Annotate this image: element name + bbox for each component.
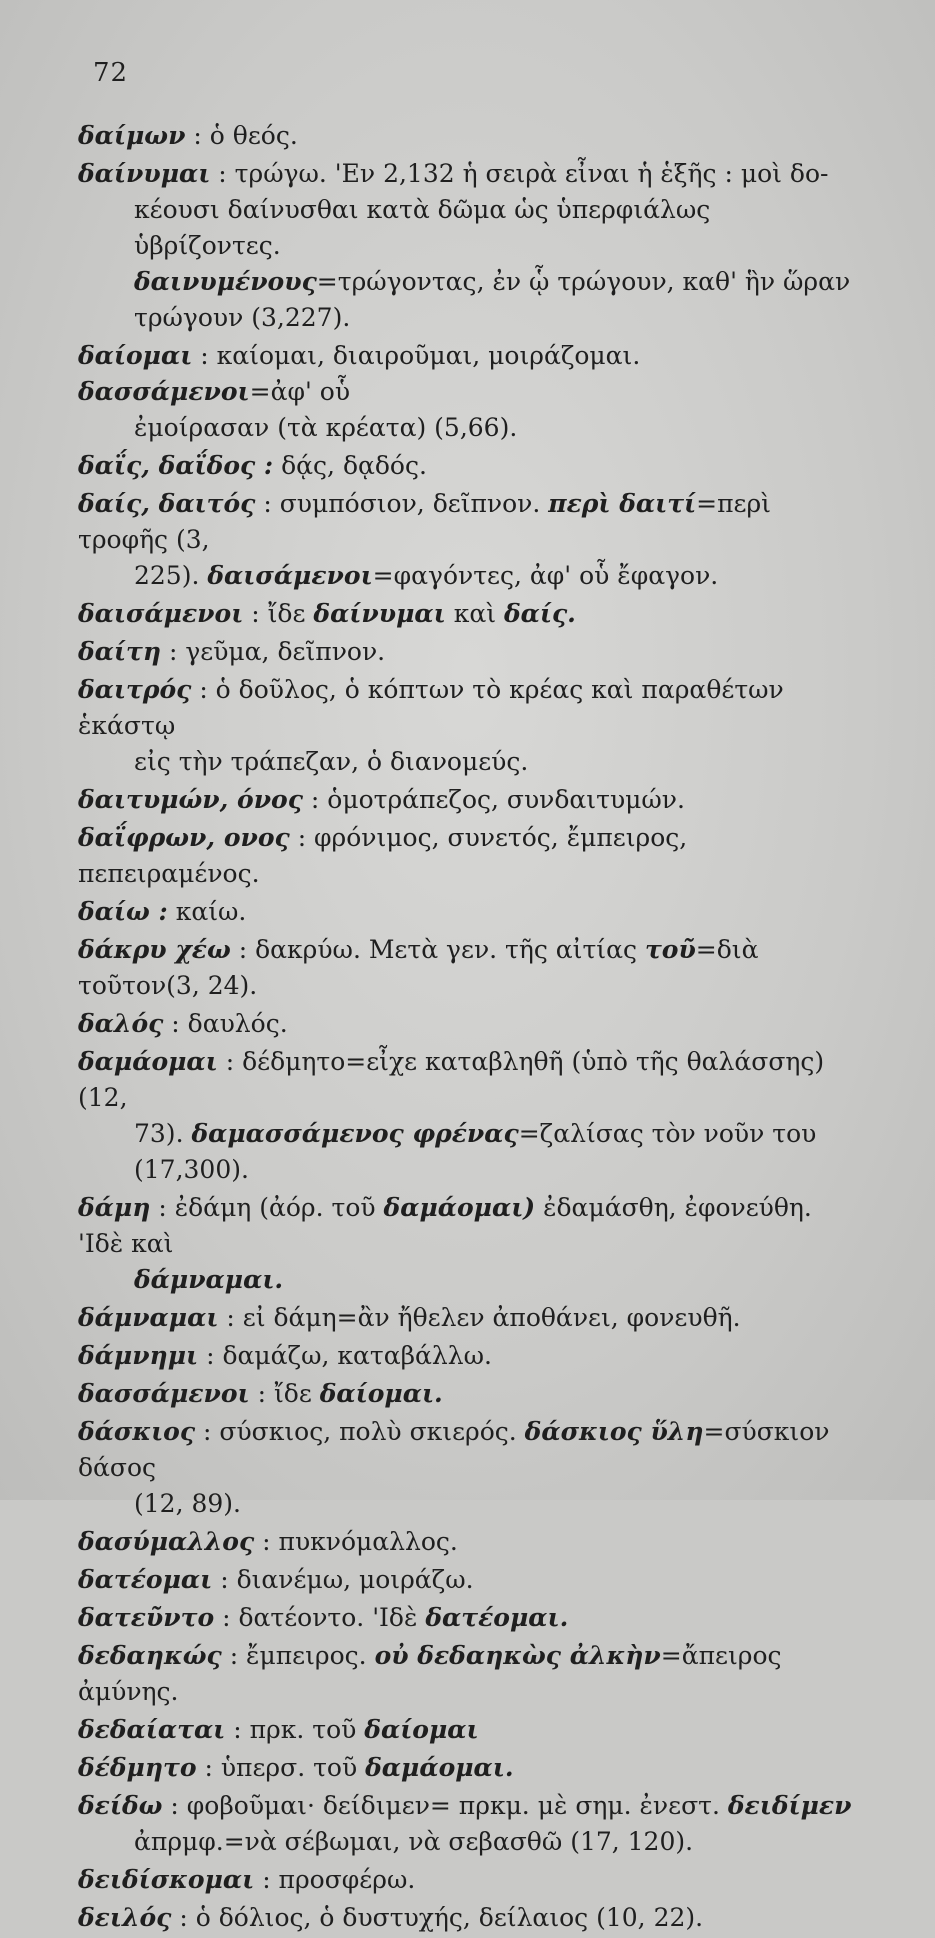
entry-definition: δᾴς, δᾳδός. (281, 451, 427, 480)
dictionary-entry (78, 486, 858, 594)
dictionary-entry (78, 782, 858, 818)
entry-definition: =ζαλίσας τὸν νοῦν του (17,300). (134, 1119, 817, 1184)
dictionary-entry (78, 672, 858, 780)
entry-headword: δασύμαλλος (78, 1527, 255, 1556)
entry-headword: δαίτη (78, 637, 162, 666)
entry-definition: : ὑπερσ. τοῦ (204, 1753, 358, 1782)
entry-continuation (78, 264, 858, 300)
entry-definition: : δαυλός. (171, 1009, 288, 1038)
dictionary-entry (78, 932, 858, 1004)
entry-definition: : εἰ δάμη=ἂν ἤθελεν ἀποθάνει, φονευθῆ. (226, 1303, 741, 1332)
entry-citation: δαίς. (503, 599, 576, 628)
entry-headword: δαίομαι (78, 341, 193, 370)
entry-citation: δαίομαι (364, 1715, 479, 1744)
entry-citation: δαμάομαι) (383, 1193, 536, 1222)
dictionary-entry (78, 1600, 858, 1636)
entry-definition: ἀπρμφ.=νὰ σέβωμαι, νὰ σεβασθῶ (17, 120). (134, 1827, 694, 1856)
dictionary-entry (78, 448, 858, 484)
entry-definition: : δατέοντο. 'Ιδὲ (222, 1603, 418, 1632)
entry-citation: δαίομαι. (319, 1379, 443, 1408)
entry-headword: δατέομαι (78, 1565, 213, 1594)
entry-definition: : σύσκιος, πολὺ σκιερός. (203, 1417, 517, 1446)
entry-definition: : πυκνόμαλλος. (262, 1527, 458, 1556)
entry-continuation (78, 1116, 858, 1188)
entry-continuation (78, 1262, 858, 1298)
dictionary-entry (78, 1376, 858, 1412)
entry-continuation (78, 558, 858, 594)
dictionary-entry (78, 634, 858, 670)
entry-citation: δειδίμεν (727, 1791, 852, 1820)
entry-definition: : δακρύω. Μετὰ γεν. τῆς αἰτίας (238, 935, 637, 964)
entry-definition: : ἴδε (257, 1379, 312, 1408)
entry-continuation (78, 192, 858, 264)
entry-definition: : καίομαι, διαιροῦμαι, μοιράζομαι. (200, 341, 641, 370)
entry-headword: δαμάομαι (78, 1047, 218, 1076)
entry-continuation (78, 744, 858, 780)
page-number: 72 (93, 58, 129, 88)
dictionary-entry (78, 1562, 858, 1598)
entry-definition: : ὁ θεός. (193, 121, 298, 150)
entry-definition: : δαμάζω, καταβάλλω. (206, 1341, 492, 1370)
entry-headword: δεδαηκώς (78, 1641, 222, 1670)
dictionary-entry (78, 1712, 858, 1748)
entry-definition: : φρόνιμος, συνετός, ἔμπειρος, πεπειραμένος. (78, 823, 688, 888)
entry-definition: : ἔμπειρος. (229, 1641, 367, 1670)
entry-definition: ἐμοίρασαν (τὰ κρέατα) (5,66). (134, 413, 518, 442)
entry-headword: δάμη (78, 1193, 151, 1222)
entry-citation: τοῦ (644, 935, 696, 964)
entry-definition: : ἴδε (251, 599, 306, 628)
entry-definition: =σύσκιον δάσος (78, 1417, 830, 1482)
entry-headword: δείδω (78, 1791, 163, 1820)
dictionary-entry (78, 596, 858, 632)
entry-definition: =διὰ τοῦτον(3, 24). (78, 935, 759, 1000)
dictionary-entry (78, 1900, 858, 1936)
entry-definition: : συμπόσιον, δεῖπνον. (263, 489, 541, 518)
entry-headword: δέδμητο (78, 1753, 197, 1782)
entry-headword: δαιτρός (78, 675, 192, 704)
entry-citation: δαινυμένους (134, 267, 317, 296)
dictionary-entry (78, 156, 858, 336)
entry-definition: =ἀφ' οὗ (249, 377, 351, 406)
entry-definition: : ὁ δόλιος, ὁ δυστυχής, δείλαιος (10, 22). (179, 1903, 704, 1932)
entry-definition: : ἐδάμη (ἀόρ. τοῦ (158, 1193, 376, 1222)
entry-headword: δειδίσκομαι (78, 1865, 255, 1894)
entry-definition: 73). (134, 1119, 184, 1148)
entry-definition: (12, 89). (134, 1489, 241, 1518)
entry-citation: δατέομαι. (425, 1603, 569, 1632)
entry-headword: δαλός (78, 1009, 164, 1038)
entry-definition: =τρώγοντας, ἐν ᾧ τρώγουν, καθ' ἣν ὥραν (316, 267, 851, 296)
entry-definition: : γεῦμα, δεῖπνον. (168, 637, 386, 666)
entry-headword: δαιτυμών, όνος (78, 785, 303, 814)
dictionary-entry (78, 1788, 858, 1860)
entry-citation: δασσάμενοι (78, 377, 250, 406)
entry-definition: : πρκ. τοῦ (233, 1715, 357, 1744)
entry-citation: δαμάομαι. (365, 1753, 514, 1782)
entry-citation: περὶ δαιτί (548, 489, 697, 518)
entry-headword: δαίς, δαιτός (78, 489, 256, 518)
entry-headword: δάσκιος (78, 1417, 196, 1446)
dictionary-entry (78, 118, 858, 154)
dictionary-entry (78, 1006, 858, 1042)
entry-headword: δάκρυ χέω (78, 935, 231, 964)
dictionary-entry (78, 1338, 858, 1374)
entry-headword: δαίνυμαι (78, 159, 211, 188)
entry-definition: : δέδμητο=εἶχε καταβληθῆ (ὑπὸ τῆς θαλάσσης) (12, (78, 1047, 825, 1112)
entry-definition: =φαγόντες, ἀφ' οὗ ἔφαγον. (372, 561, 719, 590)
dictionary-entry (78, 894, 858, 930)
dictionary-entry (78, 338, 858, 446)
entry-definition: =περὶ τροφῆς (3, (78, 489, 771, 554)
dictionary-entries (78, 118, 858, 1938)
entry-definition: εἰς τὴν τράπεζαν, ὁ διανομεύς. (134, 747, 529, 776)
entry-headword: δάμνημι (78, 1341, 199, 1370)
entry-definition: : ὁμοτράπεζος, συνδαιτυμών. (310, 785, 685, 814)
entry-citation: δαίνυμαι (313, 599, 446, 628)
entry-headword: δαΐφρων, ονος (78, 823, 290, 852)
entry-definition: καίω. (175, 897, 247, 926)
entry-headword: δαίμων (78, 121, 186, 150)
dictionary-entry (78, 1044, 858, 1188)
entry-definition: ἐδαμάσθη, ἐφονεύθη. 'Ιδὲ καὶ (78, 1193, 812, 1258)
entry-definition: : τρώγω. 'Εν 2,132 ἡ σειρὰ εἶναι ἡ ἑξῆς : μοὶ δο- (218, 159, 829, 188)
entry-definition: 225). (134, 561, 200, 590)
dictionary-entry (78, 1524, 858, 1560)
dictionary-entry (78, 1862, 858, 1898)
entry-definition: καὶ (453, 599, 496, 628)
entry-citation: δάσκιος ὕλη (524, 1417, 704, 1446)
entry-definition: : φοβοῦμαι· δείδιμεν= πρκμ. μὲ σημ. ἐνεστ. (170, 1791, 720, 1820)
entry-definition: : προσφέρω. (262, 1865, 416, 1894)
entry-continuation (78, 1824, 858, 1860)
entry-continuation (78, 1486, 858, 1522)
entry-continuation (78, 300, 858, 336)
dictionary-entry (78, 1750, 858, 1786)
entry-headword: δειλός (78, 1903, 172, 1932)
entry-headword: δασσάμενοι (78, 1379, 250, 1408)
dictionary-entry (78, 1638, 858, 1710)
entry-headword: δεδαίαται (78, 1715, 226, 1744)
entry-continuation (78, 410, 858, 446)
dictionary-entry (78, 1414, 858, 1522)
entry-headword: δαίω : (78, 897, 168, 926)
entry-definition: =ἄπειρος ἀμύνης. (78, 1641, 782, 1706)
entry-definition: τρώγουν (3,227). (134, 303, 351, 332)
entry-definition: : διανέμω, μοιράζω. (220, 1565, 474, 1594)
entry-headword: δαισάμενοι (78, 599, 244, 628)
entry-citation: δαισάμενοι (207, 561, 373, 590)
dictionary-entry (78, 1190, 858, 1298)
entry-citation: δάμναμαι. (134, 1265, 284, 1294)
dictionary-entry (78, 1300, 858, 1336)
entry-definition: κέουσι δαίνυσθαι κατὰ δῶμα ὡς ὑπερφιάλως ὑβρίζοντες. (134, 195, 711, 260)
entry-definition: : ὁ δοῦλος, ὁ κόπτων τὸ κρέας καὶ παραθέτων ἑκάστῳ (78, 675, 784, 740)
entry-headword: δάμναμαι (78, 1303, 219, 1332)
entry-headword: δατεῦντο (78, 1603, 215, 1632)
entry-citation: δαμασσάμενος φρένας (191, 1119, 519, 1148)
dictionary-entry (78, 820, 858, 892)
entry-headword: δαΐς, δαΐδος : (78, 451, 274, 480)
entry-citation: οὐ δεδαηκὼς ἀλκὴν (374, 1641, 661, 1670)
